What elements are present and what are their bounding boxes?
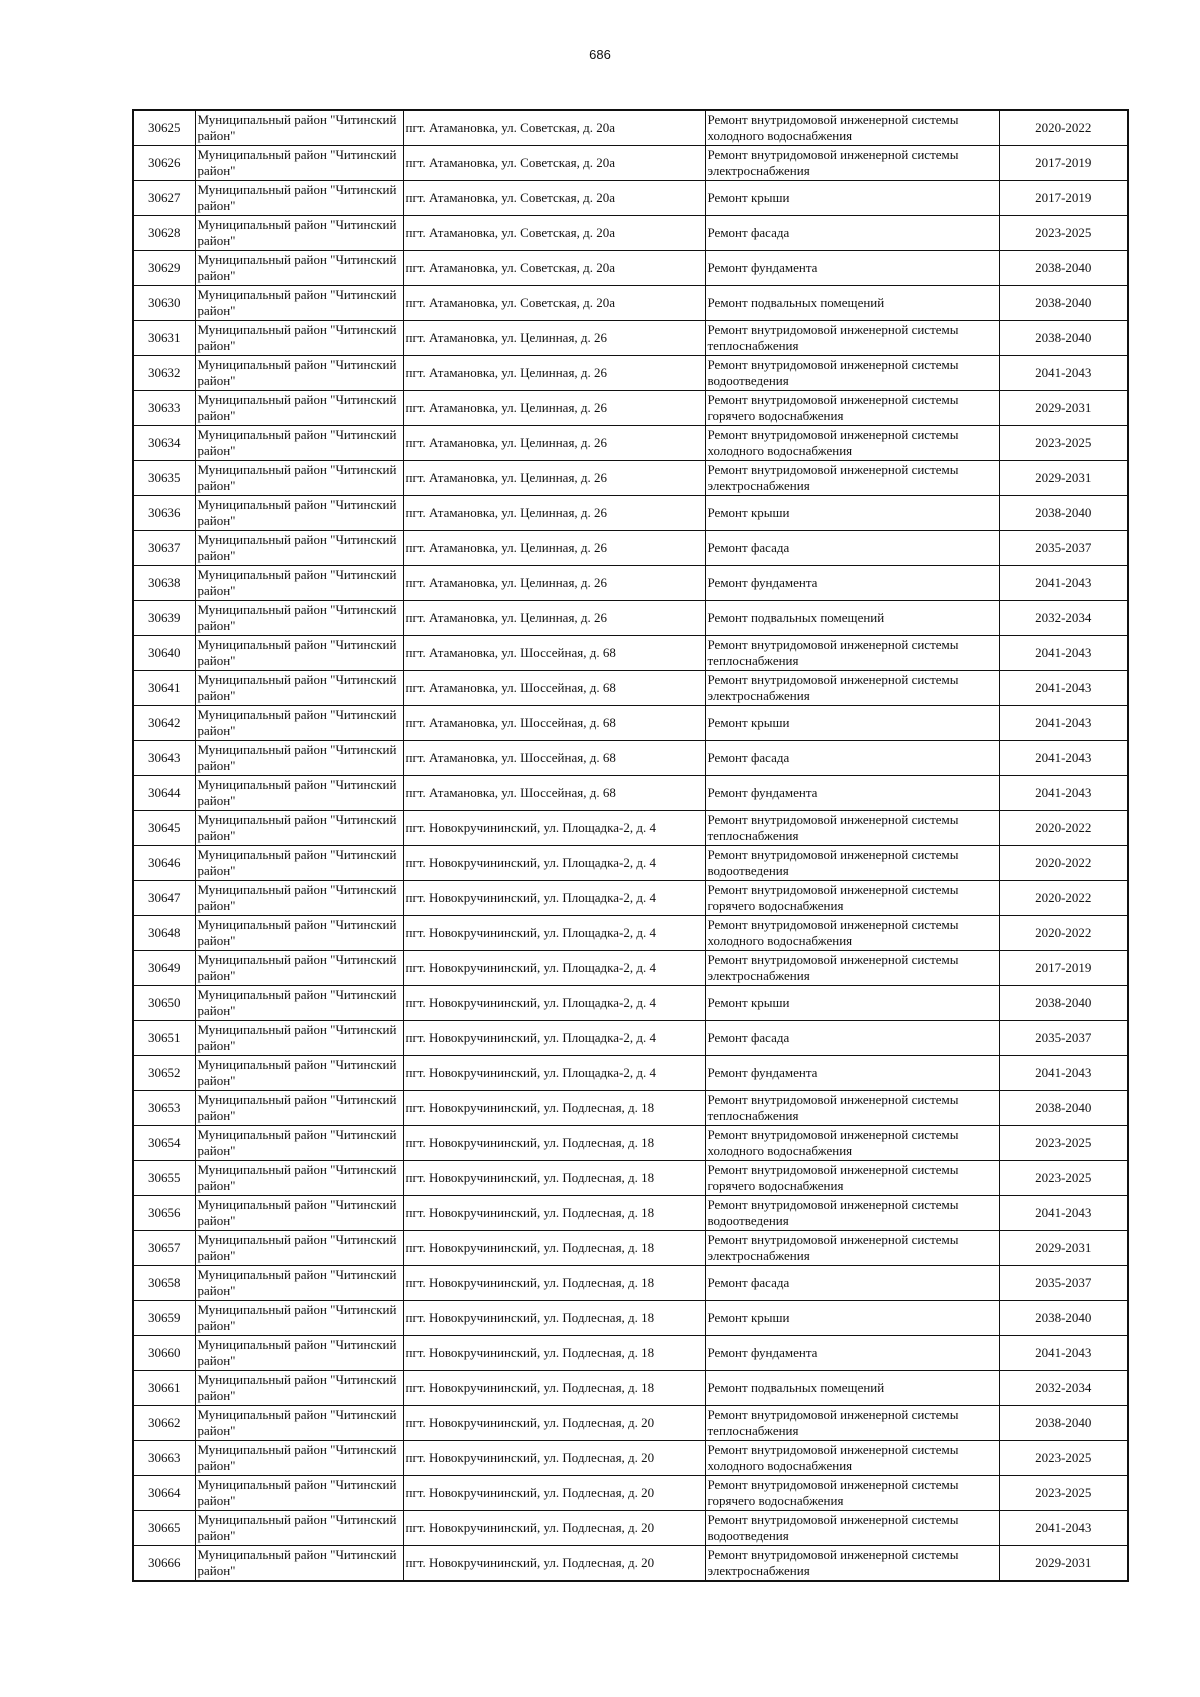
work-type-cell: Ремонт фундамента: [705, 251, 999, 286]
district-cell: Муниципальный район "Читинский район": [195, 1021, 403, 1056]
address-cell: пгт. Новокручининский, ул. Подлесная, д. 18: [403, 1301, 705, 1336]
period-cell: 2041-2043: [999, 706, 1128, 741]
work-type-cell: Ремонт внутридомовой инженерной системы электроснабжения: [705, 146, 999, 181]
work-type-cell: Ремонт внутридомовой инженерной системы электроснабжения: [705, 671, 999, 706]
address-cell: пгт. Новокручининский, ул. Подлесная, д. 18: [403, 1371, 705, 1406]
address-cell: пгт. Новокручининский, ул. Подлесная, д. 18: [403, 1091, 705, 1126]
work-type-cell: Ремонт внутридомовой инженерной системы водоотведения: [705, 1196, 999, 1231]
district-cell: Муниципальный район "Читинский район": [195, 951, 403, 986]
address-cell: пгт. Атамановка, ул. Целинная, д. 26: [403, 461, 705, 496]
table-row: [133, 531, 1128, 566]
work-type-cell: Ремонт фундамента: [705, 776, 999, 811]
address-cell: пгт. Атамановка, ул. Советская, д. 20а: [403, 216, 705, 251]
address-cell: пгт. Новокручининский, ул. Подлесная, д. 20: [403, 1406, 705, 1441]
table-row: [133, 1091, 1128, 1126]
table-row: [133, 1301, 1128, 1336]
table-row: [133, 916, 1128, 951]
table-row: [133, 1196, 1128, 1231]
period-cell: 2029-2031: [999, 1546, 1128, 1582]
row-number-cell: 30630: [133, 286, 195, 321]
work-type-cell: Ремонт внутридомовой инженерной системы электроснабжения: [705, 951, 999, 986]
period-cell: 2041-2043: [999, 1336, 1128, 1371]
row-number-cell: 30636: [133, 496, 195, 531]
table-row: [133, 601, 1128, 636]
row-number-cell: 30660: [133, 1336, 195, 1371]
table-row: [133, 881, 1128, 916]
district-cell: Муниципальный район "Читинский район": [195, 1301, 403, 1336]
row-number-cell: 30664: [133, 1476, 195, 1511]
district-cell: Муниципальный район "Читинский район": [195, 986, 403, 1021]
address-cell: пгт. Новокручининский, ул. Подлесная, д. 18: [403, 1196, 705, 1231]
address-cell: пгт. Атамановка, ул. Целинная, д. 26: [403, 566, 705, 601]
district-cell: Муниципальный район "Читинский район": [195, 181, 403, 216]
row-number-cell: 30643: [133, 741, 195, 776]
district-cell: Муниципальный район "Читинский район": [195, 1196, 403, 1231]
district-cell: Муниципальный район "Читинский район": [195, 811, 403, 846]
address-cell: пгт. Атамановка, ул. Целинная, д. 26: [403, 391, 705, 426]
row-number-cell: 30648: [133, 916, 195, 951]
table-row: [133, 986, 1128, 1021]
period-cell: 2038-2040: [999, 1406, 1128, 1441]
table-row: [133, 1441, 1128, 1476]
period-cell: 2020-2022: [999, 846, 1128, 881]
work-type-cell: Ремонт внутридомовой инженерной системы холодного водоснабжения: [705, 110, 999, 146]
table-row: [133, 1511, 1128, 1546]
work-type-cell: Ремонт внутридомовой инженерной системы теплоснабжения: [705, 321, 999, 356]
period-cell: 2038-2040: [999, 986, 1128, 1021]
work-type-cell: Ремонт внутридомовой инженерной системы теплоснабжения: [705, 1406, 999, 1441]
row-number-cell: 30650: [133, 986, 195, 1021]
address-cell: пгт. Атамановка, ул. Целинная, д. 26: [403, 496, 705, 531]
district-cell: Муниципальный район "Читинский район": [195, 110, 403, 146]
address-cell: пгт. Новокручининский, ул. Площадка-2, д. 4: [403, 1056, 705, 1091]
table-row: [133, 951, 1128, 986]
table-row: [133, 1126, 1128, 1161]
work-type-cell: Ремонт внутридомовой инженерной системы холодного водоснабжения: [705, 1441, 999, 1476]
row-number-cell: 30653: [133, 1091, 195, 1126]
address-cell: пгт. Новокручининский, ул. Площадка-2, д. 4: [403, 916, 705, 951]
period-cell: 2023-2025: [999, 1126, 1128, 1161]
address-cell: пгт. Новокручининский, ул. Подлесная, д. 18: [403, 1161, 705, 1196]
district-cell: Муниципальный район "Читинский район": [195, 706, 403, 741]
period-cell: 2038-2040: [999, 286, 1128, 321]
page-number: 686: [589, 47, 611, 62]
district-cell: Муниципальный район "Читинский район": [195, 1546, 403, 1582]
address-cell: пгт. Новокручининский, ул. Подлесная, д. 18: [403, 1266, 705, 1301]
table-row: [133, 181, 1128, 216]
row-number-cell: 30638: [133, 566, 195, 601]
address-cell: пгт. Новокручининский, ул. Подлесная, д. 18: [403, 1126, 705, 1161]
work-type-cell: Ремонт фасада: [705, 1266, 999, 1301]
row-number-cell: 30656: [133, 1196, 195, 1231]
row-number-cell: 30632: [133, 356, 195, 391]
work-type-cell: Ремонт крыши: [705, 181, 999, 216]
period-cell: 2017-2019: [999, 951, 1128, 986]
row-number-cell: 30654: [133, 1126, 195, 1161]
period-cell: 2038-2040: [999, 1091, 1128, 1126]
work-type-cell: Ремонт внутридомовой инженерной системы горячего водоснабжения: [705, 1161, 999, 1196]
address-cell: пгт. Новокручининский, ул. Подлесная, д. 20: [403, 1511, 705, 1546]
period-cell: 2020-2022: [999, 110, 1128, 146]
row-number-cell: 30661: [133, 1371, 195, 1406]
period-cell: 2020-2022: [999, 881, 1128, 916]
table-row: [133, 776, 1128, 811]
district-cell: Муниципальный район "Читинский район": [195, 1406, 403, 1441]
period-cell: 2029-2031: [999, 461, 1128, 496]
period-cell: 2020-2022: [999, 811, 1128, 846]
row-number-cell: 30635: [133, 461, 195, 496]
address-cell: пгт. Атамановка, ул. Советская, д. 20а: [403, 286, 705, 321]
work-type-cell: Ремонт внутридомовой инженерной системы горячего водоснабжения: [705, 391, 999, 426]
district-cell: Муниципальный район "Читинский район": [195, 531, 403, 566]
work-type-cell: Ремонт подвальных помещений: [705, 286, 999, 321]
row-number-cell: 30645: [133, 811, 195, 846]
row-number-cell: 30658: [133, 1266, 195, 1301]
work-type-cell: Ремонт фундамента: [705, 566, 999, 601]
period-cell: 2032-2034: [999, 601, 1128, 636]
period-cell: 2035-2037: [999, 531, 1128, 566]
work-type-cell: Ремонт фундамента: [705, 1336, 999, 1371]
period-cell: 2017-2019: [999, 181, 1128, 216]
address-cell: пгт. Атамановка, ул. Шоссейная, д. 68: [403, 671, 705, 706]
table-row: [133, 1056, 1128, 1091]
row-number-cell: 30633: [133, 391, 195, 426]
district-cell: Муниципальный район "Читинский район": [195, 146, 403, 181]
row-number-cell: 30655: [133, 1161, 195, 1196]
district-cell: Муниципальный район "Читинский район": [195, 426, 403, 461]
table-row: [133, 110, 1128, 146]
row-number-cell: 30631: [133, 321, 195, 356]
district-cell: Муниципальный район "Читинский район": [195, 1266, 403, 1301]
district-cell: Муниципальный район "Читинский район": [195, 391, 403, 426]
period-cell: 2041-2043: [999, 741, 1128, 776]
district-cell: Муниципальный район "Читинский район": [195, 566, 403, 601]
district-cell: Муниципальный район "Читинский район": [195, 1056, 403, 1091]
table-row: [133, 1476, 1128, 1511]
district-cell: Муниципальный район "Читинский район": [195, 741, 403, 776]
district-cell: Муниципальный район "Читинский район": [195, 216, 403, 251]
row-number-cell: 30628: [133, 216, 195, 251]
address-cell: пгт. Новокручининский, ул. Подлесная, д. 20: [403, 1441, 705, 1476]
row-number-cell: 30634: [133, 426, 195, 461]
table-row: [133, 706, 1128, 741]
work-type-cell: Ремонт внутридомовой инженерной системы холодного водоснабжения: [705, 426, 999, 461]
period-cell: 2041-2043: [999, 356, 1128, 391]
period-cell: 2032-2034: [999, 1371, 1128, 1406]
district-cell: Муниципальный район "Читинский район": [195, 1336, 403, 1371]
work-type-cell: Ремонт внутридомовой инженерной системы водоотведения: [705, 846, 999, 881]
address-cell: пгт. Атамановка, ул. Шоссейная, д. 68: [403, 706, 705, 741]
row-number-cell: 30651: [133, 1021, 195, 1056]
address-cell: пгт. Атамановка, ул. Советская, д. 20а: [403, 181, 705, 216]
address-cell: пгт. Атамановка, ул. Шоссейная, д. 68: [403, 636, 705, 671]
table-row: [133, 1371, 1128, 1406]
row-number-cell: 30639: [133, 601, 195, 636]
period-cell: 2023-2025: [999, 1441, 1128, 1476]
row-number-cell: 30637: [133, 531, 195, 566]
table-row: [133, 1406, 1128, 1441]
table-row: [133, 741, 1128, 776]
table-row: [133, 1546, 1128, 1582]
work-type-cell: Ремонт фасада: [705, 531, 999, 566]
district-cell: Муниципальный район "Читинский район": [195, 286, 403, 321]
row-number-cell: 30657: [133, 1231, 195, 1266]
row-number-cell: 30647: [133, 881, 195, 916]
work-type-cell: Ремонт фундамента: [705, 1056, 999, 1091]
district-cell: Муниципальный район "Читинский район": [195, 916, 403, 951]
work-type-cell: Ремонт внутридомовой инженерной системы теплоснабжения: [705, 811, 999, 846]
district-cell: Муниципальный район "Читинский район": [195, 1231, 403, 1266]
table-row: [133, 251, 1128, 286]
table-row: [133, 811, 1128, 846]
address-cell: пгт. Атамановка, ул. Целинная, д. 26: [403, 321, 705, 356]
table-row: [133, 1231, 1128, 1266]
work-type-cell: Ремонт внутридомовой инженерной системы электроснабжения: [705, 461, 999, 496]
row-number-cell: 30644: [133, 776, 195, 811]
row-number-cell: 30642: [133, 706, 195, 741]
work-type-cell: Ремонт подвальных помещений: [705, 1371, 999, 1406]
period-cell: 2041-2043: [999, 776, 1128, 811]
work-type-cell: Ремонт крыши: [705, 1301, 999, 1336]
address-cell: пгт. Атамановка, ул. Целинная, д. 26: [403, 426, 705, 461]
table-body: [133, 110, 1128, 1581]
table-row: [133, 1021, 1128, 1056]
table-row: [133, 426, 1128, 461]
district-cell: Муниципальный район "Читинский район": [195, 671, 403, 706]
table-row: [133, 1266, 1128, 1301]
row-number-cell: 30652: [133, 1056, 195, 1091]
district-cell: Муниципальный район "Читинский район": [195, 1441, 403, 1476]
period-cell: 2020-2022: [999, 916, 1128, 951]
period-cell: 2017-2019: [999, 146, 1128, 181]
district-cell: Муниципальный район "Читинский район": [195, 1091, 403, 1126]
period-cell: 2041-2043: [999, 636, 1128, 671]
row-number-cell: 30662: [133, 1406, 195, 1441]
period-cell: 2035-2037: [999, 1266, 1128, 1301]
period-cell: 2029-2031: [999, 391, 1128, 426]
period-cell: 2041-2043: [999, 671, 1128, 706]
period-cell: 2041-2043: [999, 1056, 1128, 1091]
period-cell: 2038-2040: [999, 1301, 1128, 1336]
work-type-cell: Ремонт подвальных помещений: [705, 601, 999, 636]
address-cell: пгт. Новокручининский, ул. Площадка-2, д. 4: [403, 951, 705, 986]
address-cell: пгт. Новокручининский, ул. Подлесная, д. 18: [403, 1231, 705, 1266]
district-cell: Муниципальный район "Читинский район": [195, 776, 403, 811]
address-cell: пгт. Атамановка, ул. Целинная, д. 26: [403, 531, 705, 566]
period-cell: 2023-2025: [999, 426, 1128, 461]
table-row: [133, 356, 1128, 391]
work-type-cell: Ремонт фасада: [705, 1021, 999, 1056]
row-number-cell: 30641: [133, 671, 195, 706]
district-cell: Муниципальный район "Читинский район": [195, 846, 403, 881]
district-cell: Муниципальный район "Читинский район": [195, 321, 403, 356]
table-row: [133, 671, 1128, 706]
row-number-cell: 30659: [133, 1301, 195, 1336]
work-type-cell: Ремонт фасада: [705, 216, 999, 251]
district-cell: Муниципальный район "Читинский район": [195, 496, 403, 531]
table-row: [133, 496, 1128, 531]
work-type-cell: Ремонт внутридомовой инженерной системы теплоснабжения: [705, 1091, 999, 1126]
repair-schedule-table: [132, 109, 1129, 1582]
work-type-cell: Ремонт внутридомовой инженерной системы теплоснабжения: [705, 636, 999, 671]
address-cell: пгт. Новокручининский, ул. Площадка-2, д. 4: [403, 1021, 705, 1056]
work-type-cell: Ремонт внутридомовой инженерной системы холодного водоснабжения: [705, 916, 999, 951]
district-cell: Муниципальный район "Читинский район": [195, 636, 403, 671]
table-row: [133, 391, 1128, 426]
period-cell: 2035-2037: [999, 1021, 1128, 1056]
work-type-cell: Ремонт внутридомовой инженерной системы электроснабжения: [705, 1231, 999, 1266]
table-row: [133, 636, 1128, 671]
period-cell: 2041-2043: [999, 1196, 1128, 1231]
table-row: [133, 286, 1128, 321]
work-type-cell: Ремонт внутридомовой инженерной системы электроснабжения: [705, 1546, 999, 1582]
district-cell: Муниципальный район "Читинский район": [195, 251, 403, 286]
period-cell: 2041-2043: [999, 566, 1128, 601]
district-cell: Муниципальный район "Читинский район": [195, 461, 403, 496]
table-row: [133, 1336, 1128, 1371]
row-number-cell: 30646: [133, 846, 195, 881]
address-cell: пгт. Атамановка, ул. Шоссейная, д. 68: [403, 741, 705, 776]
work-type-cell: Ремонт внутридомовой инженерной системы водоотведения: [705, 356, 999, 391]
address-cell: пгт. Новокручининский, ул. Подлесная, д. 20: [403, 1476, 705, 1511]
district-cell: Муниципальный район "Читинский район": [195, 1511, 403, 1546]
work-type-cell: Ремонт внутридомовой инженерной системы водоотведения: [705, 1511, 999, 1546]
table-row: [133, 461, 1128, 496]
period-cell: 2023-2025: [999, 216, 1128, 251]
district-cell: Муниципальный район "Читинский район": [195, 1161, 403, 1196]
district-cell: Муниципальный район "Читинский район": [195, 1476, 403, 1511]
row-number-cell: 30640: [133, 636, 195, 671]
district-cell: Муниципальный район "Читинский район": [195, 881, 403, 916]
work-type-cell: Ремонт крыши: [705, 496, 999, 531]
address-cell: пгт. Новокручининский, ул. Подлесная, д. 18: [403, 1336, 705, 1371]
district-cell: Муниципальный район "Читинский район": [195, 1371, 403, 1406]
address-cell: пгт. Атамановка, ул. Целинная, д. 26: [403, 601, 705, 636]
row-number-cell: 30649: [133, 951, 195, 986]
address-cell: пгт. Атамановка, ул. Целинная, д. 26: [403, 356, 705, 391]
period-cell: 2029-2031: [999, 1231, 1128, 1266]
address-cell: пгт. Новокручининский, ул. Площадка-2, д. 4: [403, 811, 705, 846]
address-cell: пгт. Атамановка, ул. Шоссейная, д. 68: [403, 776, 705, 811]
work-type-cell: Ремонт внутридомовой инженерной системы холодного водоснабжения: [705, 1126, 999, 1161]
table-row: [133, 566, 1128, 601]
work-type-cell: Ремонт фасада: [705, 741, 999, 776]
table-row: [133, 321, 1128, 356]
row-number-cell: 30665: [133, 1511, 195, 1546]
period-cell: 2038-2040: [999, 251, 1128, 286]
address-cell: пгт. Атамановка, ул. Советская, д. 20а: [403, 110, 705, 146]
row-number-cell: 30626: [133, 146, 195, 181]
table-row: [133, 1161, 1128, 1196]
row-number-cell: 30663: [133, 1441, 195, 1476]
address-cell: пгт. Новокручининский, ул. Подлесная, д. 20: [403, 1546, 705, 1582]
table-row: [133, 216, 1128, 251]
period-cell: 2038-2040: [999, 321, 1128, 356]
address-cell: пгт. Новокручининский, ул. Площадка-2, д. 4: [403, 846, 705, 881]
work-type-cell: Ремонт крыши: [705, 986, 999, 1021]
district-cell: Муниципальный район "Читинский район": [195, 356, 403, 391]
work-type-cell: Ремонт внутридомовой инженерной системы горячего водоснабжения: [705, 881, 999, 916]
table-row: [133, 146, 1128, 181]
address-cell: пгт. Атамановка, ул. Советская, д. 20а: [403, 251, 705, 286]
address-cell: пгт. Новокручининский, ул. Площадка-2, д. 4: [403, 986, 705, 1021]
district-cell: Муниципальный район "Читинский район": [195, 1126, 403, 1161]
period-cell: 2038-2040: [999, 496, 1128, 531]
period-cell: 2041-2043: [999, 1511, 1128, 1546]
row-number-cell: 30625: [133, 110, 195, 146]
work-type-cell: Ремонт внутридомовой инженерной системы горячего водоснабжения: [705, 1476, 999, 1511]
address-cell: пгт. Атамановка, ул. Советская, д. 20а: [403, 146, 705, 181]
row-number-cell: 30627: [133, 181, 195, 216]
period-cell: 2023-2025: [999, 1476, 1128, 1511]
row-number-cell: 30666: [133, 1546, 195, 1582]
period-cell: 2023-2025: [999, 1161, 1128, 1196]
row-number-cell: 30629: [133, 251, 195, 286]
address-cell: пгт. Новокручининский, ул. Площадка-2, д. 4: [403, 881, 705, 916]
work-type-cell: Ремонт крыши: [705, 706, 999, 741]
table-row: [133, 846, 1128, 881]
district-cell: Муниципальный район "Читинский район": [195, 601, 403, 636]
